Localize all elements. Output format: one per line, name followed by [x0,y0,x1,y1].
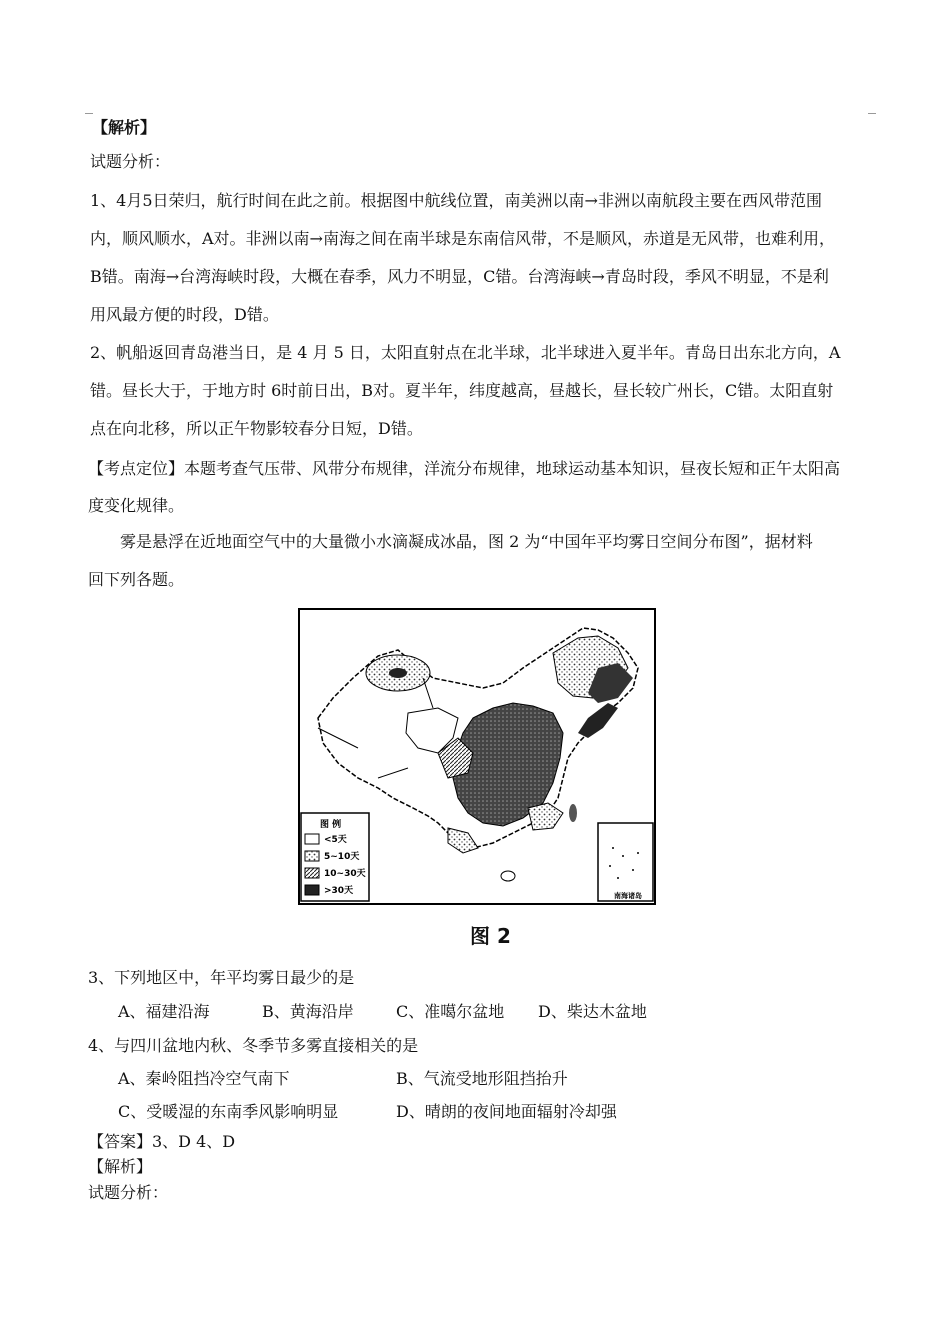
fog-distribution-map [298,608,656,905]
q3-option-c: C、准噶尔盆地 [396,1002,505,1021]
para2-line: 错。昼长大于，于地方时 6时前日出，B对。夏半年，纬度越高，昼越长，昼长较广州长，C错。太阳直射 [90,381,834,400]
q3-option-a: A、福建沿海 [118,1002,210,1021]
q4-option-d: D、晴朗的夜间地面辐射冷却强 [396,1102,617,1121]
analysis-heading: 【解析】 [92,118,157,137]
analysis-heading-2: 【解析】 [88,1157,153,1176]
para1-line: 内，顺风顺水，A对。非洲以南→南海之间在南半球是东南信风带，不是顺风，赤道是无风带，也难利用， [90,229,835,248]
kaodian-line: 度变化规律。 [88,496,185,515]
legend-item: >30天 [324,886,354,896]
legend-item: 10~30天 [324,869,366,879]
para1-line: 1、4月5日荣归，航行时间在此之前。根据图中航线位置，南美洲以南→非洲以南航段主要在西风带范围 [90,191,822,210]
inset-box [598,823,653,901]
intro-line: 雾是悬浮在近地面空气中的大量微小水滴凝成冰晶，图 2 为“中国年平均雾日空间分布图”，据材料 [120,532,813,551]
inset-label: 南海诸岛 [614,892,642,900]
q4-stem: 4、与四川盆地内秋、冬季节多雾直接相关的是 [88,1036,419,1055]
q4-option-c: C、受暖湿的东南季风影响明显 [118,1102,339,1121]
q4-option-b: B、气流受地形阻挡抬升 [396,1069,568,1088]
analysis-subheading-2: 试题分析： [88,1183,169,1202]
legend-item: 5~10天 [324,852,360,862]
para2-line: 2、帆船返回青岛港当日，是 4 月 5 日，太阳直射点在北半球，北半球进入夏半年。青岛日出东北方向，A [90,343,841,362]
para1-line: B错。南海→台湾海峡时段，大概在春季，风力不明显，C错。台湾海峡→青岛时段，季风不明显，不是利 [90,267,829,286]
answer-line: 【答案】3、D 4、D [88,1132,236,1151]
para1-line: 用风最方便的时段，D错。 [90,305,279,324]
q3-stem: 3、下列地区中，年平均雾日最少的是 [88,968,355,987]
corner-mark-left [85,113,93,114]
q4-option-a: A、秦岭阻挡冷空气南下 [118,1069,290,1088]
legend-item: <5天 [324,835,347,845]
analysis-subheading: 试题分析： [90,152,171,171]
kaodian-line: 【考点定位】本题考查气压带、风带分布规律，洋流分布规律，地球运动基本知识，昼夜长短和正午太阳高 [88,459,841,478]
q3-option-b: B、黄海沿岸 [262,1002,354,1021]
q3-option-d: D、柴达木盆地 [538,1002,647,1021]
legend-title: 图 例 [320,820,342,830]
intro-line: 回下列各题。 [88,570,185,589]
corner-mark-right [868,113,876,114]
para2-line: 点在向北移，所以正午物影较春分日短，D错。 [90,419,423,438]
figure-caption: 图 2 [470,924,511,948]
